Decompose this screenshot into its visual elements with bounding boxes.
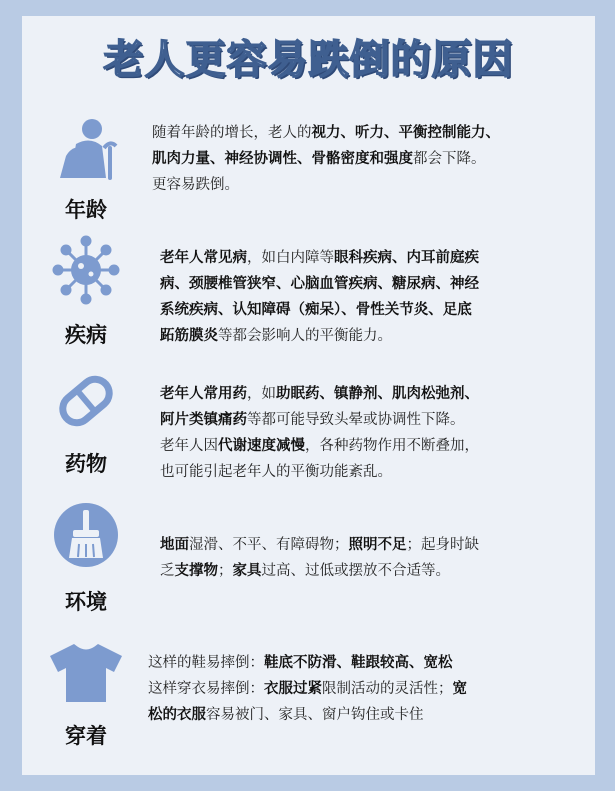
- section-text: [148, 650, 585, 728]
- text-highlight: 颈腰椎管狭窄: [189, 275, 276, 292]
- text-run: 、: [485, 124, 500, 141]
- text-run: 、: [377, 385, 392, 402]
- text-highlight: 家具: [232, 562, 262, 579]
- text-run: ，各种药物作用不断叠加，: [305, 438, 479, 454]
- text-highlight: 内耳前庭疾: [406, 249, 479, 266]
- text-highlight: 神经: [450, 275, 479, 292]
- text-run: ，如白内障等: [247, 250, 334, 266]
- page-title: 老人更容易跌倒的原因: [103, 37, 514, 83]
- text-run: ，如: [247, 386, 276, 402]
- section-label: 年龄: [65, 198, 107, 222]
- text-run: 容易被门、家具、窗户钩住或卡住: [206, 707, 424, 723]
- text-highlight: 骨骼密度和强度: [311, 150, 413, 167]
- section-label: 穿着: [65, 724, 107, 748]
- text-run: 湿滑、不平、有障碍物；: [189, 537, 349, 553]
- text-highlight: 代谢速度减慢: [218, 437, 305, 454]
- text-highlight: 跖筋膜炎: [160, 327, 218, 344]
- text-line: [160, 558, 585, 584]
- pill-capsule-icon: [46, 366, 126, 436]
- text-run: 等都可能导致头晕或协调性下降。: [247, 412, 465, 428]
- text-line: [160, 271, 585, 297]
- text-run: 老年人因: [160, 438, 218, 454]
- text-line: [148, 650, 585, 676]
- text-highlight: 助眠药: [276, 385, 320, 402]
- text-highlight: 认知障碍（痴呆）: [232, 301, 342, 318]
- text-highlight: 镇静剂: [334, 385, 378, 402]
- text-line: [160, 297, 585, 323]
- text-run: 、: [297, 150, 312, 167]
- text-highlight: 鞋底不防滑: [264, 654, 337, 671]
- text-run: 、: [340, 124, 355, 141]
- virus-icon: [46, 233, 126, 307]
- text-run: 、: [464, 385, 479, 402]
- section-label: 疾病: [65, 323, 107, 347]
- text-highlight: 宽: [452, 680, 467, 697]
- text-run: 、: [377, 275, 392, 292]
- section-text: [152, 120, 582, 198]
- text-run: ；: [218, 563, 233, 579]
- text-run: ；起身时缺: [406, 537, 479, 553]
- text-run: 这样穿衣易摔倒：: [148, 681, 264, 697]
- text-line: [148, 676, 585, 702]
- text-run: 乏: [160, 563, 175, 579]
- text-run: 、: [409, 654, 424, 671]
- text-highlight: 鞋跟较高: [351, 654, 409, 671]
- tshirt-icon: [46, 640, 126, 706]
- text-highlight: 系统疾病: [160, 301, 218, 318]
- text-run: 、: [218, 301, 233, 318]
- text-run: 、: [174, 275, 189, 292]
- text-run: 更容易跌倒。: [152, 177, 239, 193]
- text-run: 这样的鞋易摔倒：: [148, 655, 264, 671]
- text-run: 、: [336, 654, 351, 671]
- text-line: [160, 245, 585, 271]
- text-line: [160, 323, 585, 349]
- text-highlight: 地面: [160, 536, 189, 553]
- text-highlight: 老年人常见病: [160, 249, 247, 266]
- section-text: [160, 381, 585, 485]
- text-run: 、: [428, 301, 443, 318]
- text-run: 、: [435, 275, 450, 292]
- text-highlight: 足底: [442, 301, 472, 318]
- text-highlight: 骨性关节炎: [355, 301, 429, 318]
- text-run: 、: [276, 275, 291, 292]
- broom-icon: [46, 500, 126, 570]
- text-line: [160, 532, 585, 558]
- text-highlight: 神经协调性: [224, 150, 297, 167]
- text-line: [160, 407, 585, 433]
- text-highlight: 心脑血管疾病: [290, 275, 378, 292]
- text-highlight: 平衡控制能力: [398, 124, 486, 141]
- text-highlight: 阿片类镇痛药: [160, 411, 247, 428]
- text-highlight: 听力: [355, 124, 384, 141]
- text-run: 等都会影响人的平衡能力。: [218, 328, 392, 344]
- text-line: [160, 381, 585, 407]
- text-highlight: 宽松: [423, 654, 453, 671]
- text-highlight: 老年人常用药: [160, 385, 247, 402]
- text-highlight: 照明不足: [348, 536, 407, 553]
- text-highlight: 肌肉力量: [152, 150, 210, 167]
- text-run: 、: [384, 124, 399, 141]
- text-highlight: 眼科疾病: [334, 249, 392, 266]
- text-run: 、: [319, 385, 334, 402]
- text-highlight: 糖尿病: [392, 275, 436, 292]
- text-run: 也可能引起老年人的平衡功能紊乱。: [160, 464, 392, 480]
- infographic-card: [22, 16, 595, 775]
- section-text: [160, 245, 585, 349]
- text-highlight: 支撑物: [174, 562, 218, 579]
- text-run: 随着年龄的增长，老人的: [152, 125, 312, 141]
- section-label: 药物: [65, 452, 107, 476]
- text-highlight: 松的衣服: [148, 706, 206, 723]
- text-highlight: 病: [160, 275, 175, 292]
- text-line: [160, 459, 585, 485]
- text-highlight: 肌肉松弛剂: [392, 385, 465, 402]
- text-run: 、: [392, 249, 407, 266]
- text-line: [152, 172, 582, 198]
- text-line: [152, 120, 582, 146]
- text-run: 都会下降。: [413, 151, 486, 167]
- text-highlight: 衣服过紧: [264, 680, 322, 697]
- text-line: [152, 146, 582, 172]
- text-run: 限制活动的灵活性；: [322, 681, 453, 697]
- section-label: 环境: [65, 590, 107, 614]
- text-run: 、: [210, 150, 225, 167]
- text-run: 、: [341, 301, 356, 318]
- elderly-person-icon: [46, 116, 126, 186]
- section-text: [160, 532, 585, 584]
- text-highlight: 视力: [311, 124, 341, 141]
- text-line: [148, 702, 585, 728]
- text-line: [160, 433, 585, 459]
- text-run: 过高、过低或摆放不合适等。: [261, 563, 450, 579]
